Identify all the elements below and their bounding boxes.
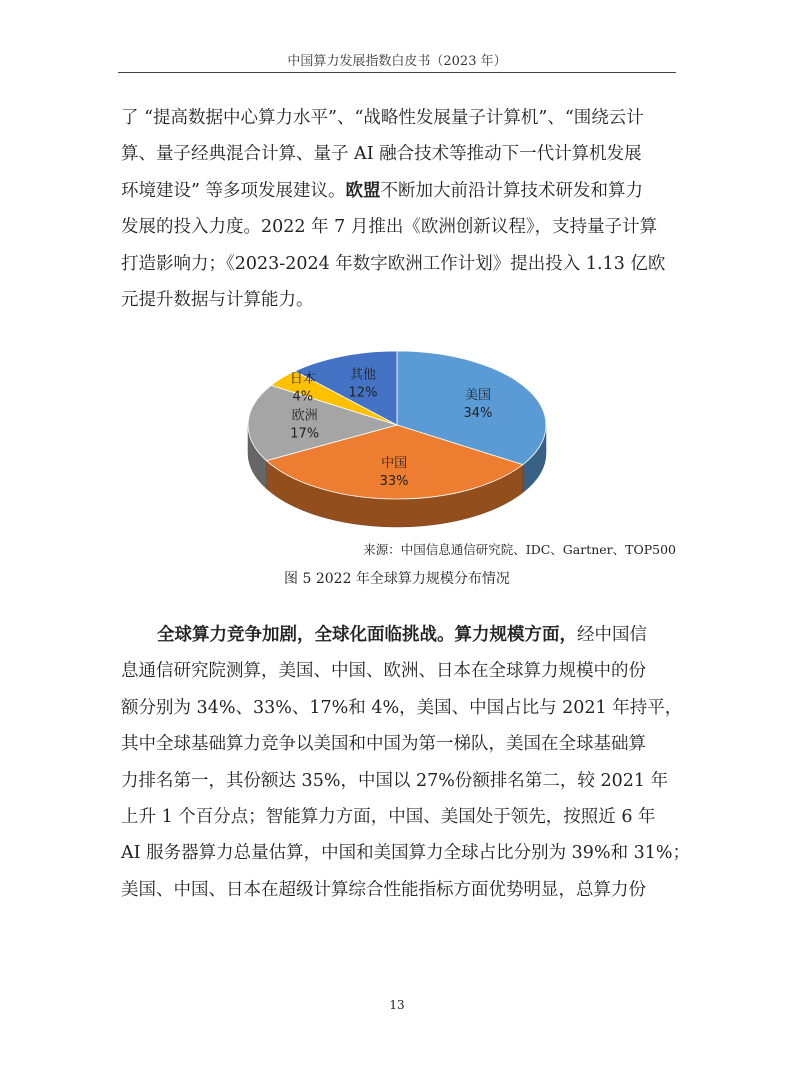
pie-label-value: 12% (348, 385, 378, 401)
paragraph-line: 美国、中国、日本在超级计算综合性能指标方面优势明显，总算力份 (121, 879, 646, 900)
paragraph-line: 息通信研究院测算，美国、中国、欧洲、日本在全球算力规模中的份 (121, 661, 646, 682)
page-number: 13 (389, 998, 405, 1012)
bold-subheading: 算力规模方面， (454, 625, 577, 645)
paragraph-line: 其中全球基础算力竞争以美国和中国为第一梯队，美国在全球基础算 (121, 734, 646, 755)
paragraph-text: 经中国信 (577, 625, 647, 645)
bold-term-eu: 欧盟 (345, 180, 381, 201)
pie-label-value: 4% (292, 389, 314, 405)
pie-label-category: 其他 (349, 367, 377, 383)
paragraph-line: 打造影响力；《2023-2024 年数字欧洲工作计划》提出投入 1.13 亿欧 (121, 253, 666, 274)
paragraph-line: 上升 1 个百分点；智能算力方面，中国、美国处于领先，按照近 6 年 (121, 807, 656, 828)
bold-heading: 全球算力竞争加剧，全球化面临挑战。 (157, 625, 455, 645)
pie-chart-svg (240, 346, 556, 532)
pie-label-category: 美国 (464, 387, 491, 403)
paragraph-line (121, 173, 677, 209)
paragraph-line: 额分别为 34%、33%、17%和 4%，美国、中国占比与 2021 年持平， (121, 697, 683, 718)
paragraph-text: 不断加大前沿计算技术研发和算力 (380, 180, 644, 201)
pie-label-value: 33% (379, 473, 409, 489)
pie-label-category: 欧洲 (291, 408, 318, 424)
pie-label-category: 中国 (381, 455, 408, 471)
paragraph-line: 发展的投入力度。2022 年 7 月推出《欧洲创新议程》，支持量子计算 (121, 217, 658, 238)
pie-label-category: 日本 (289, 371, 316, 387)
pie-label-value: 17% (290, 426, 320, 442)
pie-chart (240, 346, 556, 532)
paragraph-line: 力排名第一，其份额达 35%，中国以 27%份额排名第二，较 2021 年 (121, 770, 669, 791)
paragraph-2 (121, 617, 691, 908)
paragraph-line: AI 服务器算力总量估算，中国和美国算力全球占比分别为 39%和 31%； (121, 843, 691, 864)
paragraph-line (121, 617, 677, 653)
figure-caption: 图 5 2022 年全球算力规模分布情况 (284, 571, 510, 587)
paragraph-line: 元提升数据与计算能力。 (121, 290, 314, 311)
paragraph-text: 环境建设” 等多项发展建议。 (121, 180, 346, 201)
header-divider (118, 72, 676, 73)
page-header: 中国算力发展指数白皮书（2023 年） (287, 54, 507, 69)
paragraph-line: 算、量子经典混合计算、量子 AI 融合技术等推动下一代计算机发展 (121, 144, 642, 165)
paragraph-1 (121, 100, 677, 318)
chart-source: 来源：中国信息通信研究院、IDC、Gartner、TOP500 (363, 542, 676, 557)
paragraph-line: 了 “提高数据中心算力水平”、“战略性发展量子计算机”、“围绕云计 (121, 108, 644, 128)
pie-label-value: 34% (463, 405, 493, 421)
